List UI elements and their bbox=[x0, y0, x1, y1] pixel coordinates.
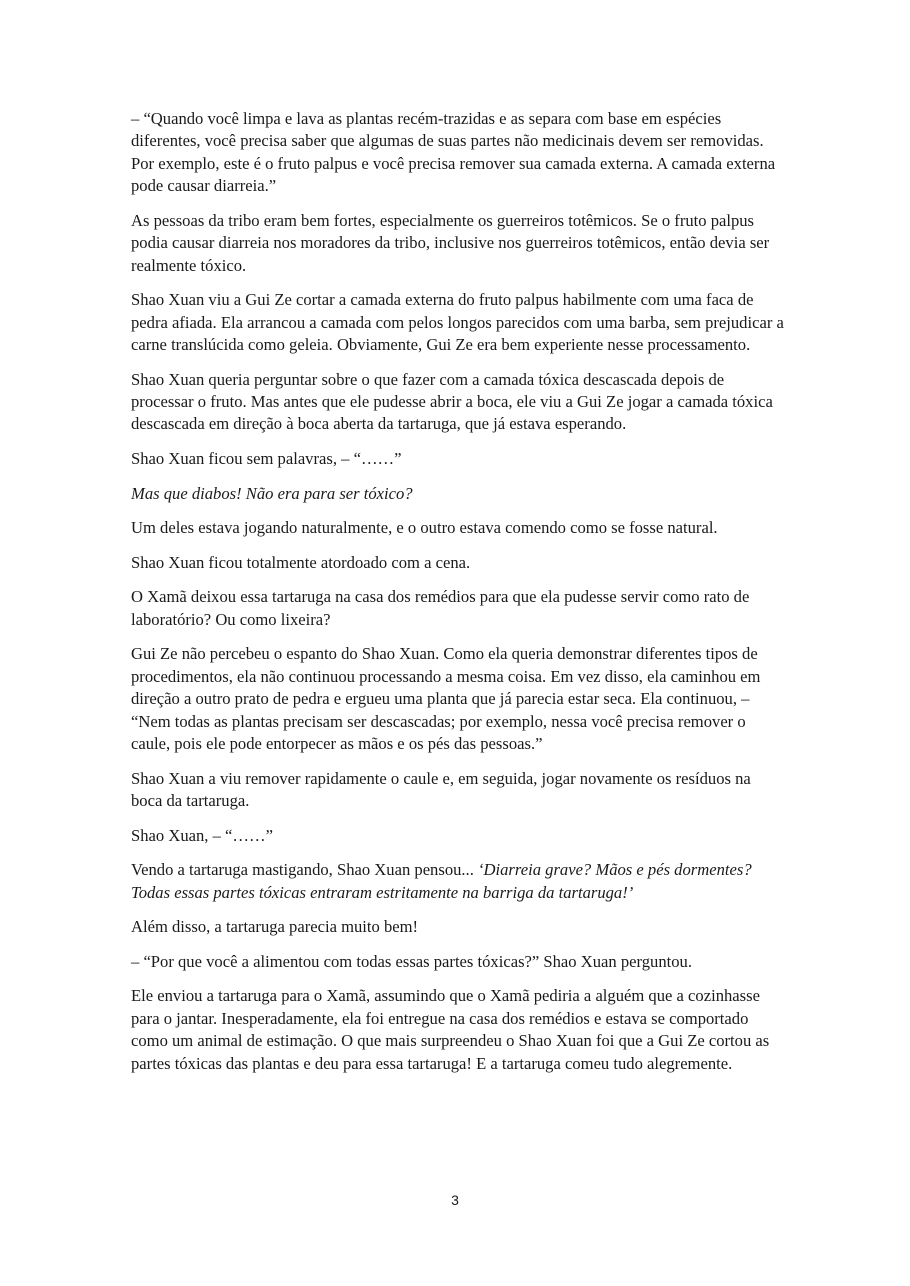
page-body-text bbox=[131, 108, 786, 1087]
paragraph-4: Shao Xuan queria perguntar sobre o que fazer com a camada tóxica descascada depois de processar o fruto. Mas antes que ele pudesse abrir a boca, ele viu a Gui Ze jogar a camada tóxica descascada em direção à boca aberta da tartaruga, que já estava esperando. bbox=[131, 369, 773, 434]
page-number: 3 bbox=[451, 1192, 459, 1208]
paragraph-11: Shao Xuan a viu remover rapidamente o caule e, em seguida, jogar novamente os resíduos na boca da tartaruga. bbox=[131, 768, 751, 811]
paragraph-13-plain: Vendo a tartaruga mastigando, Shao Xuan pensou... bbox=[131, 860, 479, 880]
paragraph-9: O Xamã deixou essa tartaruga na casa dos remédios para que ela pudesse servir como rato de laboratório? Ou como lixeira? bbox=[131, 587, 750, 629]
paragraph-5: Shao Xuan ficou sem palavras, – “……” bbox=[131, 449, 402, 469]
paragraph-16: Ele enviou a tartaruga para o Xamã, assumindo que o Xamã pediria a alguém que a cozinhasse para o jantar. Inesperadamente, ela foi entregue na casa dos remédios e estava se comportado como um animal de estimação. O que mais surpreendeu o Shao Xuan foi que a Gui Ze cortou as partes tóxicas das plantas e deu para essa tartaruga! E a tartaruga comeu tudo alegremente. bbox=[131, 986, 770, 1073]
paragraph-15: – “Por que você a alimentou com todas essas partes tóxicas?” Shao Xuan perguntou. bbox=[131, 951, 692, 971]
paragraph-8: Shao Xuan ficou totalmente atordoado com a cena. bbox=[131, 552, 471, 572]
paragraph-14: Além disso, a tartaruga parecia muito bem! bbox=[131, 917, 419, 937]
paragraph-7: Um deles estava jogando naturalmente, e o outro estava comendo como se fosse natural. bbox=[131, 518, 718, 538]
paragraph-12: Shao Xuan, – “……” bbox=[131, 825, 273, 845]
paragraph-10: Gui Ze não percebeu o espanto do Shao Xuan. Como ela queria demonstrar diferentes tipos de procedimentos, ela não continuou processando a mesma coisa. Em vez disso, ela caminhou em direção a outro prato de pedra e ergueu uma planta que já parecia estar seca. Ela continuou, – “Nem todas as plantas precisam ser descascadas; por exemplo, nessa você precisa remover o caule, pois ele pode entorpecer as mãos e os pés das pessoas.” bbox=[131, 644, 761, 754]
paragraph-1: – “Quando você limpa e lava as plantas recém-trazidas e as separa com base em espécies diferentes, você precisa saber que algumas de suas partes não medicinais devem ser removidas. Por exemplo, este é o fruto palpus e você precisa remover sua camada externa. A camada externa pode causar diarreia.” bbox=[131, 109, 776, 196]
paragraph-6-italic-thought: Mas que diabos! Não era para ser tóxico? bbox=[131, 483, 413, 503]
paragraph-2: As pessoas da tribo eram bem fortes, especialmente os guerreiros totêmicos. Se o fruto palpus podia causar diarreia nos moradores da tribo, inclusive nos guerreiros totêmicos, então devia ser realmente tóxico. bbox=[131, 210, 770, 275]
paragraph-13 bbox=[131, 859, 786, 904]
paragraph-3: Shao Xuan viu a Gui Ze cortar a camada externa do fruto palpus habilmente com uma faca de pedra afiada. Ela arrancou a camada com pelos longos parecidos com uma barba, sem prejudicar a carne translúcida como geleia. Obviamente, Gui Ze era bem experiente nesse processamento. bbox=[131, 290, 784, 355]
paragraph-13-italic-thought: ‘Diarreia grave? Mãos e pés dormentes? Todas essas partes tóxicas entraram estritamente na barriga da tartaruga!’ bbox=[131, 860, 752, 902]
